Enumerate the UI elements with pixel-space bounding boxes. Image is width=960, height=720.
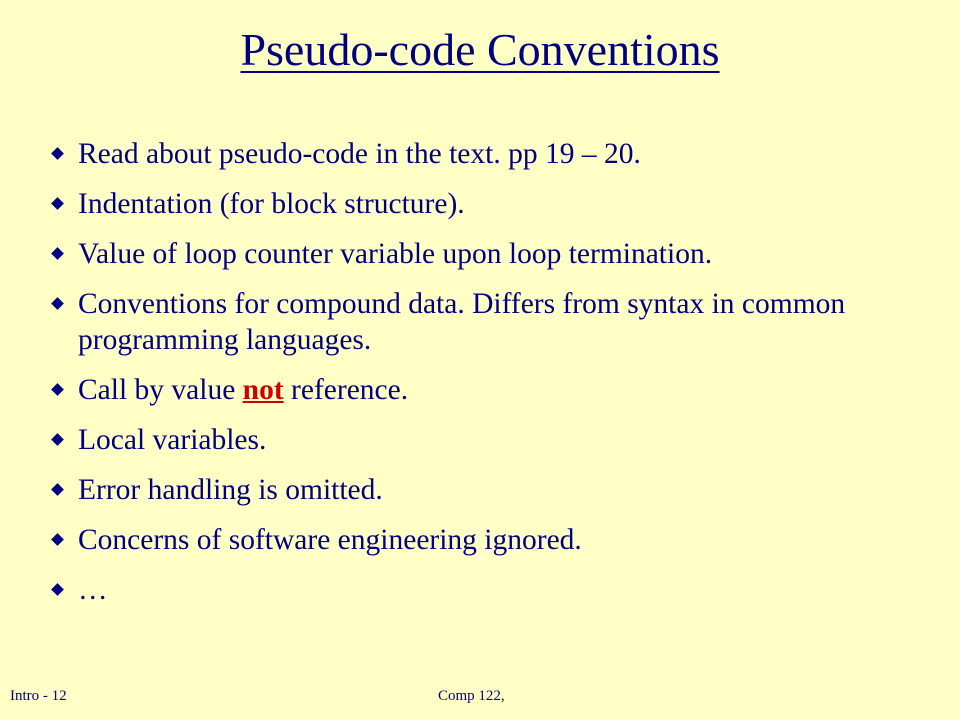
bullet-text-before: Call by value: [78, 374, 243, 406]
diamond-bullet-icon: [51, 583, 64, 596]
bullet-text: Error handling is omitted.: [78, 474, 383, 506]
slide-title: Pseudo-code Conventions: [240, 24, 720, 75]
bullet-item: [46, 286, 926, 358]
bullet-text: Read about pseudo-code in the text. pp 19 – 20.: [78, 138, 641, 170]
bullet-item: [46, 572, 926, 608]
footer-course: Comp 122,: [438, 688, 505, 704]
bullet-item: [46, 472, 926, 508]
bullet-item: [46, 186, 926, 222]
diamond-bullet-icon: [51, 197, 64, 210]
emphasis-not: not: [242, 374, 284, 406]
bullet-text: …: [78, 574, 108, 606]
bullet-item: [46, 136, 926, 172]
diamond-bullet-icon: [51, 483, 64, 496]
bullet-item: [46, 422, 926, 458]
diamond-bullet-icon: [51, 247, 64, 260]
bullet-text: Local variables.: [78, 424, 267, 456]
bullet-item: [46, 522, 926, 558]
bullet-text: Concerns of software engineering ignored.: [78, 524, 582, 556]
bullet-item: [46, 236, 926, 272]
diamond-bullet-icon: [51, 297, 64, 310]
bullet-item: [46, 372, 926, 408]
diamond-bullet-icon: [51, 383, 64, 396]
diamond-bullet-icon: [51, 533, 64, 546]
bullet-text: Value of loop counter variable upon loop termination.: [78, 238, 713, 270]
diamond-bullet-icon: [51, 433, 64, 446]
bullet-text-after: reference.: [283, 374, 409, 406]
bullet-text: Conventions for compound data. Differs from syntax in common programming languages.: [78, 288, 846, 356]
footer-slide-number: Intro - 12: [10, 688, 67, 704]
bullet-list: [46, 136, 926, 622]
diamond-bullet-icon: [51, 147, 64, 160]
bullet-text: Indentation (for block structure).: [78, 188, 465, 220]
